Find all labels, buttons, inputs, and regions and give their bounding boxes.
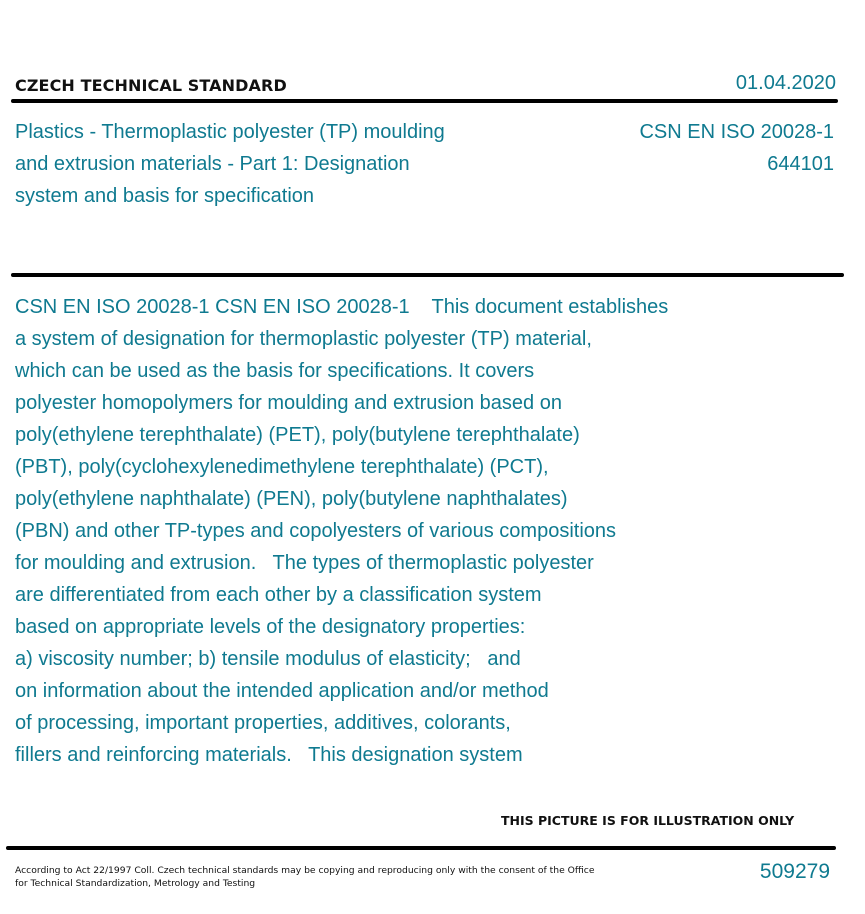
abstract-line: CSN EN ISO 20028-1 CSN EN ISO 20028-1 This document establishes bbox=[15, 296, 669, 318]
abstract-line: polyester homopolymers for moulding and extrusion based on bbox=[15, 392, 562, 414]
illustration-note: THIS PICTURE IS FOR ILLUSTRATION ONLY bbox=[501, 813, 795, 828]
document-number: 509279 bbox=[759, 860, 830, 883]
abstract-line: are differentiated from each other by a classification system bbox=[15, 584, 542, 606]
abstract-line: (PBT), poly(cyclohexylenedimethylene terephthalate) (PCT), bbox=[15, 456, 549, 478]
standard-code: CSN EN ISO 20028-1 bbox=[639, 121, 834, 143]
title-line: Plastics - Thermoplastic polyester (TP) moulding bbox=[15, 121, 445, 143]
standard-type-label: CZECH TECHNICAL STANDARD bbox=[15, 76, 287, 95]
publication-date: 01.04.2020 bbox=[735, 72, 836, 94]
header-divider bbox=[11, 99, 838, 103]
standard-title bbox=[15, 116, 535, 212]
abstract-line: a) viscosity number; b) tensile modulus of elasticity; and bbox=[15, 648, 521, 670]
abstract-line: a system of designation for thermoplastic polyester (TP) material, bbox=[15, 328, 592, 350]
abstract-text bbox=[15, 291, 755, 771]
legal-line: for Technical Standardization, Metrology and Testing bbox=[15, 878, 256, 889]
abstract-line: which can be used as the basis for specifications. It covers bbox=[15, 360, 535, 382]
abstract-line: for moulding and extrusion. The types of thermoplastic polyester bbox=[15, 552, 594, 574]
abstract-line: poly(ethylene naphthalate) (PEN), poly(butylene naphthalates) bbox=[15, 488, 568, 510]
abstract-line: fillers and reinforcing materials. This designation system bbox=[15, 744, 523, 766]
standard-codes bbox=[639, 116, 834, 180]
title-line: and extrusion materials - Part 1: Designation bbox=[15, 153, 410, 175]
legal-notice bbox=[15, 864, 595, 890]
abstract-line: on information about the intended application and/or method bbox=[15, 680, 549, 702]
class-number: 644101 bbox=[767, 153, 834, 175]
abstract-line: (PBN) and other TP-types and copolyesters of various compositions bbox=[15, 520, 617, 542]
abstract-line: poly(ethylene terephthalate) (PET), poly(butylene terephthalate) bbox=[15, 424, 580, 446]
section-divider bbox=[11, 273, 844, 277]
abstract-line: based on appropriate levels of the designatory properties: bbox=[15, 616, 526, 638]
title-line: system and basis for specification bbox=[15, 185, 315, 207]
abstract-line: of processing, important properties, additives, colorants, bbox=[15, 712, 511, 734]
footer-divider bbox=[6, 846, 836, 850]
legal-line: According to Act 22/1997 Coll. Czech technical standards may be copying and reproducing only with the consent of the Office bbox=[15, 865, 595, 876]
